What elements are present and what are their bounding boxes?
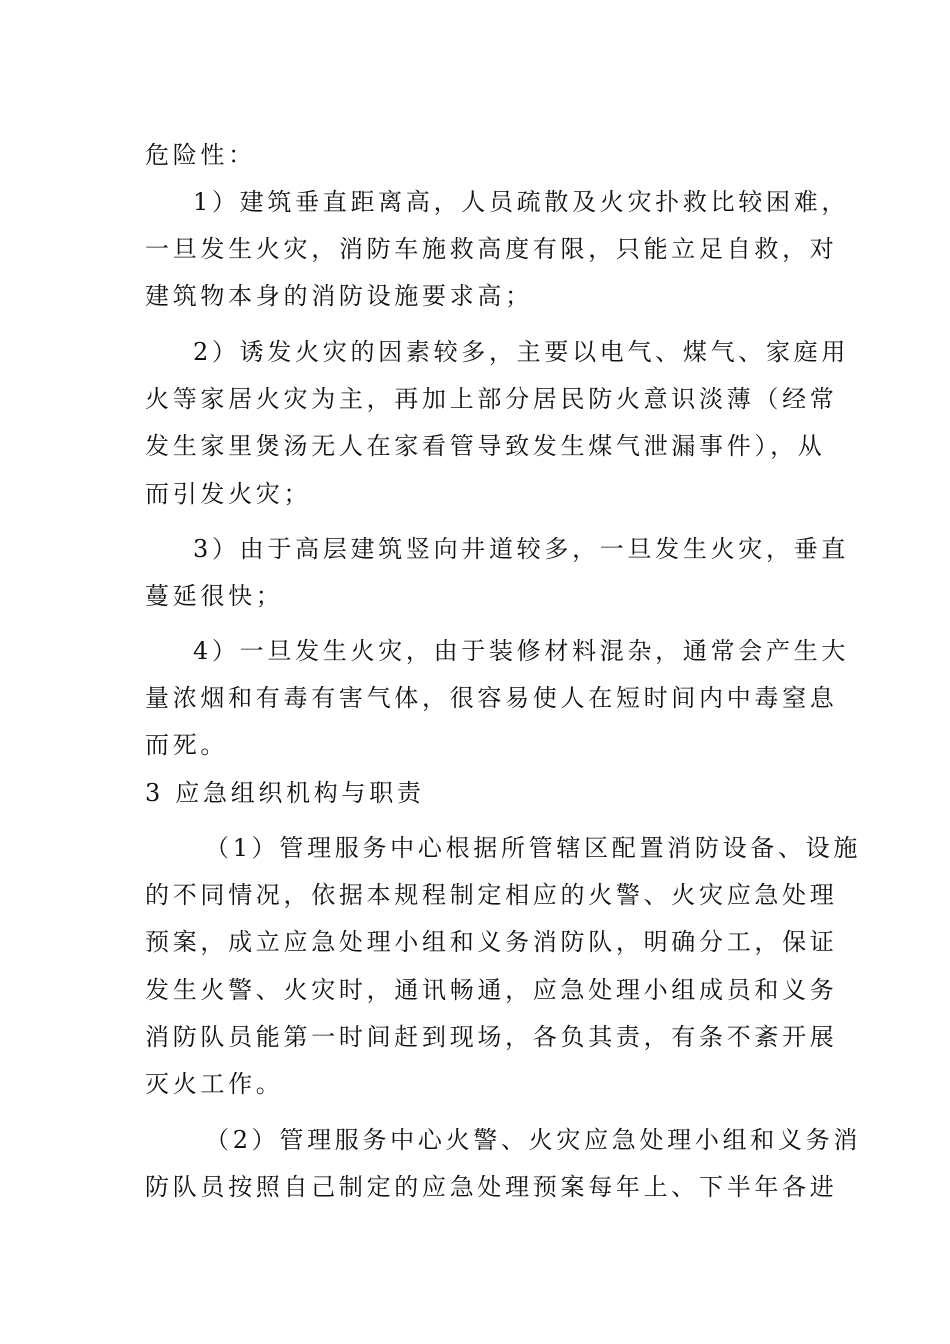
text-line-11: 4）一旦发生火灾，由于装修材料混杂，通常会产生大 (193, 637, 850, 665)
text-line-4: 建筑物本身的消防设施要求高； (145, 282, 533, 310)
text-line-16: 的不同情况，依据本规程制定相应的火警、火灾应急处理 (145, 881, 838, 909)
text-line-5: 2）诱发火灾的因素较多，主要以电气、煤气、家庭用 (193, 338, 850, 366)
text-line-8: 而引发火灾； (145, 480, 312, 508)
text-line-15: （1）管理服务中心根据所管辖区配置消防设备、设施 (205, 834, 862, 862)
text-line-13: 而死。 (145, 731, 229, 759)
text-line-10: 蔓延很快； (145, 582, 284, 610)
text-line-1: 危险性： (145, 141, 256, 169)
text-line-7: 发生家里煲汤无人在家看管导致发生煤气泄漏事件），从 (145, 432, 826, 460)
text-line-6: 火等家居火灾为主，再加上部分居民防火意识淡薄（经常 (145, 385, 838, 413)
text-line-17: 预案，成立应急处理小组和义务消防队，明确分工，保证 (145, 928, 838, 956)
section-heading: 3 应急组织机构与职责 (145, 779, 425, 807)
text-line-12: 量浓烟和有毒有害气体，很容易使人在短时间内中毒窒息 (145, 684, 838, 712)
text-line-2: 1）建筑垂直距离高，人员疏散及火灾扑救比较困难， (193, 188, 850, 216)
text-line-20: 灭火工作。 (145, 1070, 284, 1098)
text-line-9: 3）由于高层建筑竖向井道较多，一旦发生火灾，垂直 (193, 535, 850, 563)
text-line-21: （2）管理服务中心火警、火灾应急处理小组和义务消 (205, 1126, 862, 1154)
text-line-19: 消防队员能第一时间赶到现场，各负其责，有条不紊开展 (145, 1023, 838, 1051)
text-line-3: 一旦发生火灾，消防车施救高度有限，只能立足自救，对 (145, 235, 838, 263)
text-line-18: 发生火警、火灾时，通讯畅通，应急处理小组成员和义务 (145, 976, 838, 1004)
text-line-22: 防队员按照自己制定的应急处理预案每年上、下半年各进 (145, 1173, 838, 1201)
